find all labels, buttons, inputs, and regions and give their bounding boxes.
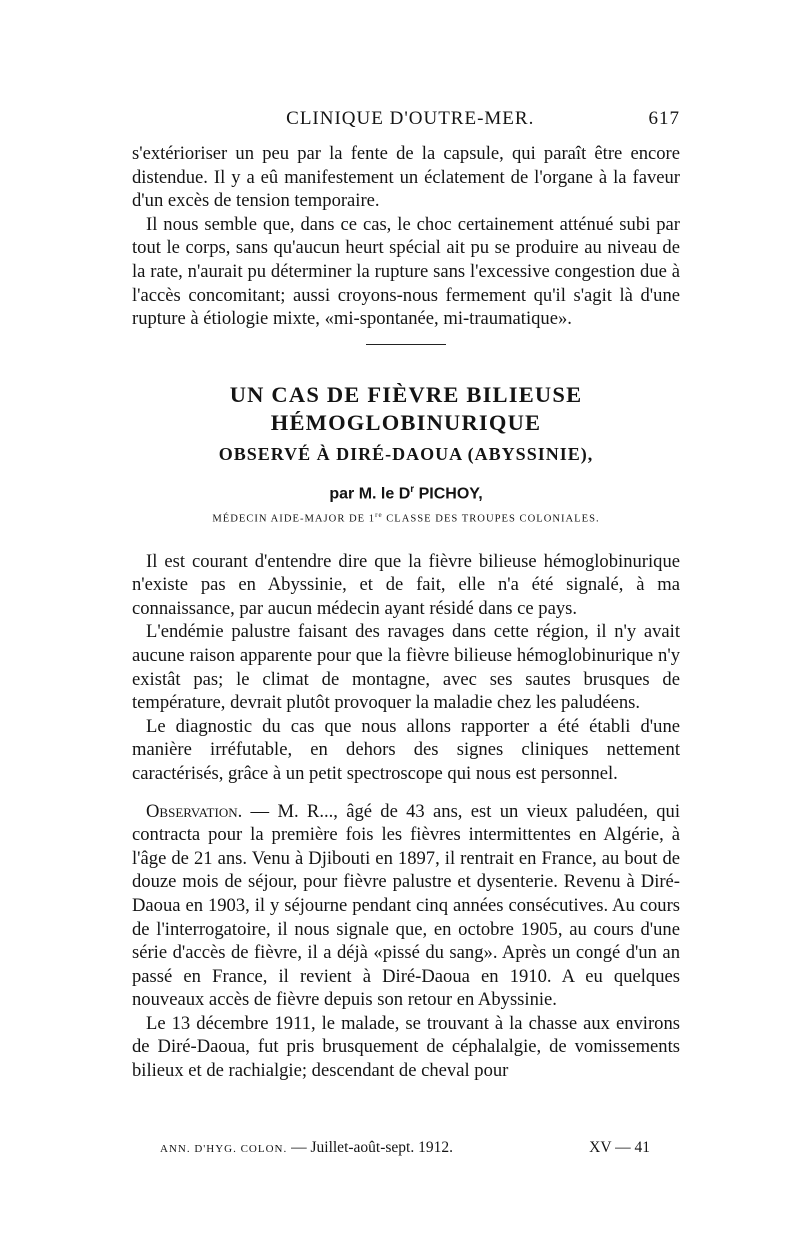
body-paragraph: Il est courant d'entendre dire que la fièvre bilieuse hémoglobinurique n'existe pas en Abyssinie, et de fait, elle n'a été signalé, à ma connaissance, par aucun médecin ayant résidé dans ce pays.	[132, 550, 680, 619]
body-paragraph: Le diagnostic du cas que nous allons rapporter a été établi d'une manière irréfutable, en dehors des signes cliniques nettement caractérisés, grâce à un petit spectroscope qui nous est personnel.	[132, 715, 680, 784]
separator-rule	[366, 344, 446, 345]
running-title: CLINIQUE D'OUTRE-MER.	[286, 108, 535, 129]
author-byline: par M. le $D^r$ PICHOY,	[329, 483, 483, 503]
body-paragraph: Le 13 décembre 1911, le malade, se trouvant à la chasse aux environs de Diré-Daoua, fut pris brusquement de céphalalgie, de vomissements bilieux et de rachialgie; descendant de cheval pour	[132, 1012, 680, 1082]
continued-paragraph: Il nous semble que, dans ce cas, le choc certainement atténué subi par tout le corps, sans qu'aucun heurt spécial ait pu se produire au niveau de la rate, n'aurait pu déterminer la rupture sans l'excessive congestion due à l'accès concomitant; aussi croyons-nous fermement qu'il s'agit là d'une rupture à étiologie mixte, «mi-spontanée, mi-traumatique».	[132, 213, 680, 330]
footer-citation: ANN. D'HYG. COLON. — Juillet-août-sept. 1912.	[160, 1139, 453, 1156]
observation-paragraph: Observation. — M. R..., âgé de 43 ans, est un vieux paludéen, qui contracta pour la première fois les fièvres intermittentes en Algérie, à l'âge de 21 ans. Venu à Djibouti en 1897, il rentrait en France, au bout de douze mois de séjour, pour fièvre palustre et dysenterie. Revenu à Diré-Daoua en 1903, il y séjourne pendant cinq années consécutives. Au cours de l'interrogatoire, il nous signale que, en octobre 1905, au cours d'une série d'accès de fièvre, il a déjà «pissé du sang». Après un congé d'un an passé en France, il revient à Diré-Daoua en 1910. A eu quelques nouveaux accès de fièvre depuis son retour en Abyssinie.	[132, 800, 680, 1011]
footer-signature: XV — 41	[589, 1139, 650, 1156]
page-number: 617	[648, 108, 680, 129]
body-paragraph: L'endémie palustre faisant des ravages dans cette région, il n'y avait aucune raison apparente pour que la fièvre bilieuse hémoglobinurique n'y existât pas; le climat de montagne, avec ses sautes brusques de température, devrait plutôt provoquer la maladie chez les paludéens.	[132, 621, 680, 714]
observation-label: Observation.	[146, 800, 243, 822]
article-title: UN CAS DE FIÈVRE BILIEUSE HÉMOGLOBINURIQUE	[229, 381, 583, 435]
running-head	[132, 108, 680, 142]
page-footer	[160, 1139, 650, 1157]
continued-paragraph: s'extérioriser un peu par la fente de la capsule, qui paraît être encore distendue. Il y a eû manifestement un éclatement de l'organe à la faveur d'un excès de tension temporaire.	[132, 143, 680, 212]
article-subtitle: OBSERVÉ À DIRÉ-DAOUA (ABYSSINIE),	[218, 443, 594, 464]
page-content	[132, 108, 680, 1083]
author-affiliation: MÉDECIN AIDE-MAJOR DE 1re CLASSE DES TROUPES COLONIALES.	[212, 511, 600, 525]
